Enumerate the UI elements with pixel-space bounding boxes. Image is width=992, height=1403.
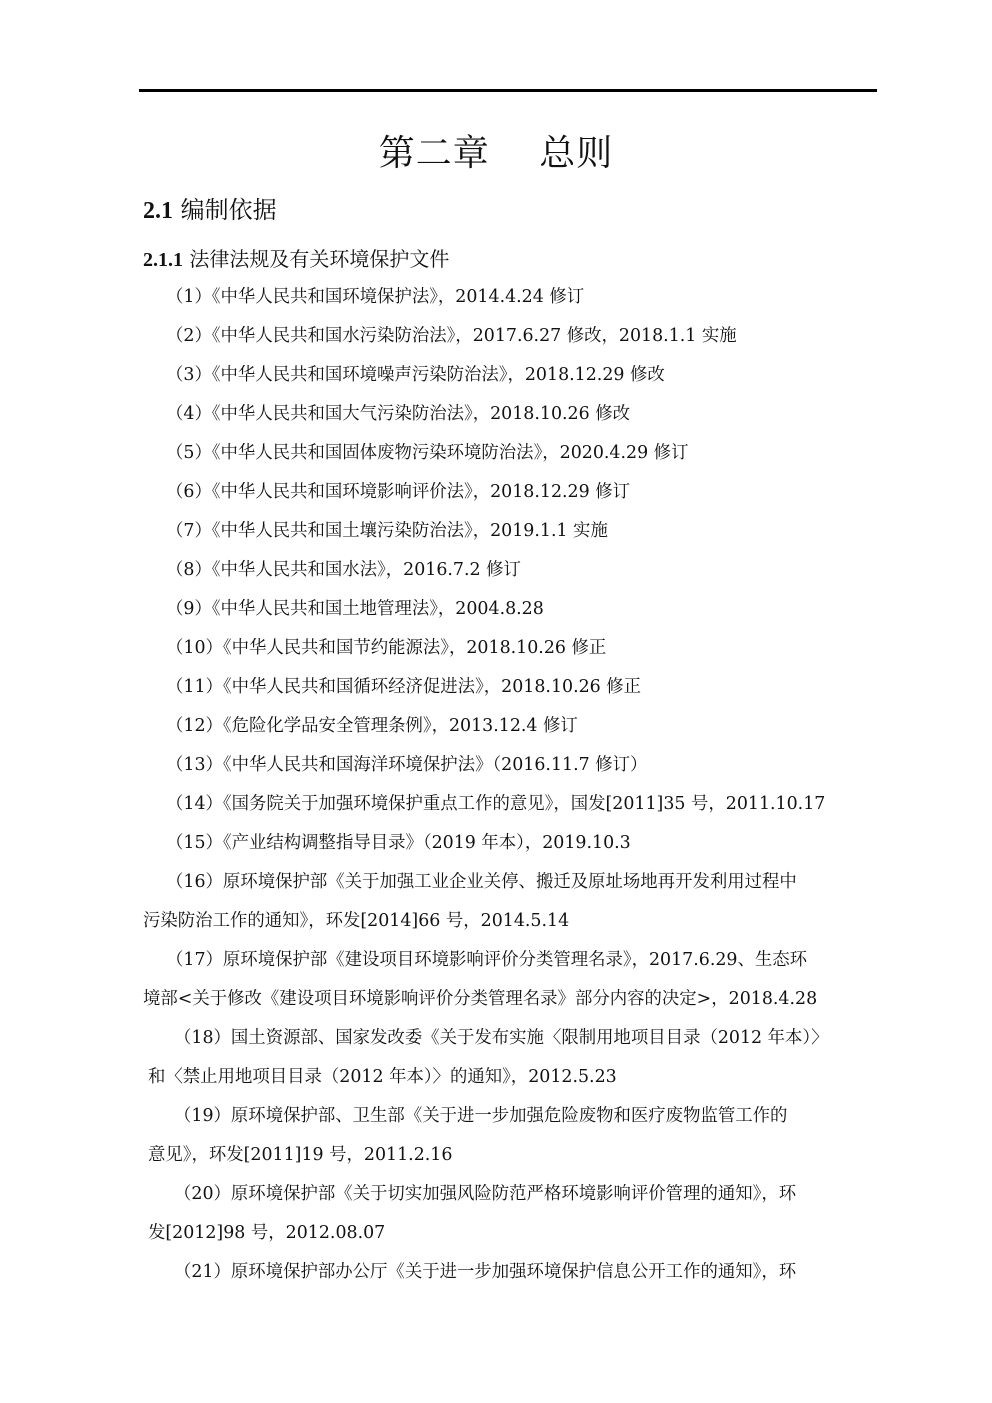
law-item: （12）《危险化学品安全管理条例》，2013.12.4 修订 [166,716,578,736]
law-item: （9）《中华人民共和国土地管理法》，2004.8.28 [166,599,544,619]
law-item-continuation: 意见》，环发[2011]19 号，2011.2.16 [148,1145,453,1165]
law-item: （8）《中华人民共和国水法》，2016.7.2 修订 [166,560,521,580]
chapter-title: 第二章 总则 [378,133,614,174]
law-item: （1）《中华人民共和国环境保护法》，2014.4.24 修订 [166,287,585,307]
law-item: （4）《中华人民共和国大气污染防治法》，2018.10.26 修改 [166,404,630,424]
law-item: （11）《中华人民共和国循环经济促进法》，2018.10.26 修正 [166,677,642,697]
law-item: （7）《中华人民共和国土壤污染防治法》，2019.1.1 实施 [166,521,608,541]
subsection-title: 法律法规及有关环境保护文件 [189,247,450,271]
law-item-continuation: 和〈禁止用地项目目录（2012 年本）〉的通知》，2012.5.23 [148,1067,617,1087]
section-title: 编制依据 [180,196,277,224]
law-item: （14）《国务院关于加强环境保护重点工作的意见》，国发[2011]35 号，2011.10.17 [166,794,826,814]
law-item: （16）原环境保护部《关于加强工业企业关停、搬迁及原址场地再开发利用过程中 [166,872,797,892]
law-item: （6）《中华人民共和国环境影响评价法》，2018.12.29 修订 [166,482,630,502]
law-item: （21）原环境保护部办公厅《关于进一步加强环境保护信息公开工作的通知》，环 [174,1262,797,1282]
law-item: （13）《中华人民共和国海洋环境保护法》（2016.11.7 修订） [166,755,648,775]
law-item: （10）《中华人民共和国节约能源法》，2018.10.26 修正 [166,638,607,658]
law-item: （2）《中华人民共和国水污染防治法》，2017.6.27 修改，2018.1.1 实施 [166,326,737,346]
law-item: （18）国土资源部、国家发改委《关于发布实施〈限制用地项目目录（2012 年本）〉 [174,1028,829,1048]
section-number: 2.1 [143,198,173,224]
law-item: （19）原环境保护部、卫生部《关于进一步加强危险废物和医疗废物监管工作的 [174,1106,788,1126]
law-item-continuation: 发[2012]98 号，2012.08.07 [148,1223,386,1243]
law-item: （3）《中华人民共和国环境噪声污染防治法》，2018.12.29 修改 [166,365,665,385]
law-item-continuation: 境部<关于修改《建设项目环境影响评价分类管理名录》部分内容的决定>，2018.4.28 [143,989,818,1009]
section-heading [143,190,277,225]
law-item: （15）《产业结构调整指导目录》（2019 年本），2019.10.3 [166,833,631,853]
subsection-heading [143,243,449,272]
law-item-continuation: 污染防治工作的通知》，环发[2014]66 号，2014.5.14 [143,911,570,931]
law-item: （17）原环境保护部《建设项目环境影响评价分类管理名录》，2017.6.29、生态环 [166,950,808,970]
header-rule [139,89,877,92]
subsection-number: 2.1.1 [143,249,183,271]
law-item: （5）《中华人民共和国固体废物污染环境防治法》，2020.4.29 修订 [166,443,689,463]
law-item: （20）原环境保护部《关于切实加强风险防范严格环境影响评价管理的通知》，环 [174,1184,797,1204]
